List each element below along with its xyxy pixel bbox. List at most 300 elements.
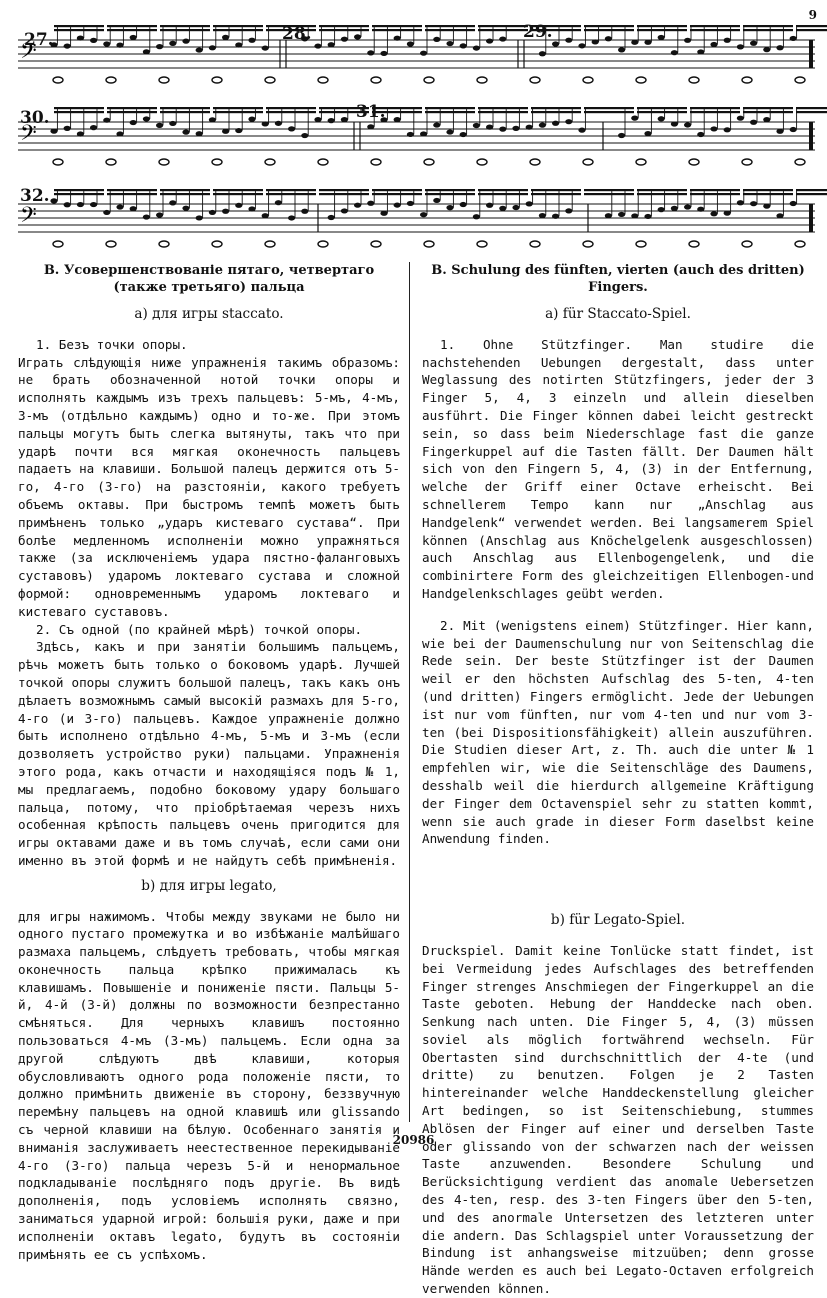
note-head — [499, 36, 506, 41]
whole-note — [53, 159, 63, 165]
whole-note — [477, 159, 487, 165]
beam — [637, 107, 687, 109]
beam — [531, 107, 581, 109]
subheading-staccato: а) для игры staccato. — [134, 306, 284, 322]
note-head — [446, 129, 453, 134]
note-head — [763, 204, 770, 209]
whole-note — [212, 159, 222, 165]
beam — [372, 25, 422, 27]
beam — [637, 111, 687, 113]
note-head — [605, 213, 612, 218]
note-head — [314, 43, 321, 48]
beam — [478, 107, 528, 109]
note-head — [169, 41, 176, 46]
note-head — [512, 205, 519, 210]
whole-note — [583, 241, 593, 247]
note-head — [446, 205, 453, 210]
paragraph: 2. Съ одной (по крайней мѣрѣ) точкой опоры. — [36, 621, 363, 637]
note-head — [116, 131, 123, 136]
music-system-3 — [18, 182, 815, 252]
beam — [107, 189, 157, 191]
beam — [743, 189, 793, 191]
note-head — [354, 34, 361, 39]
paragraph: 1. Безъ точки опоры. — [36, 336, 188, 352]
section-heading: B. Schulung des fünften, vierten (auch des dritten) Fingers. — [431, 263, 805, 295]
note-head — [394, 117, 401, 122]
note-head — [710, 42, 717, 47]
note-head — [565, 38, 572, 43]
note-head — [750, 41, 757, 46]
note-head — [262, 45, 269, 50]
beam — [796, 107, 827, 109]
staff-2 — [18, 100, 815, 170]
beam — [743, 25, 793, 27]
note-head — [222, 35, 229, 40]
note-head — [90, 38, 97, 43]
note-head — [341, 37, 348, 42]
paragraph: 2. Mit (wenigstens einem) Stützfinger. Hier kann, wie bei der Daumenschulung nur von Seitenschlag die Rede sein. Der beste Stützfinger ist der Daumen weil er den höchsten Aufschlag des 5-ten, 4-ten (und dritten) Fingers ermöglicht. Jede der Uebungen ist nur vom fünften, nur vom 4-ten und nur vom 3-ten (bei Dispositionsfähigkeit) allein auszuführen. Die Studien dieser Art, z. Th. auch die unter № 1 empfehlen wir, wie die Seitenschläge des Daumens, desshalb weil die hierdurch allgemeine Kräftigung der Finger dem Octavenspiel sehr zu statten kommt, wenn sie auch grade in dieser Form daselbst keine Anwendung finden. — [422, 617, 814, 847]
beam — [54, 193, 104, 195]
note-head — [684, 38, 691, 43]
note-head — [710, 211, 717, 216]
beam — [54, 25, 104, 27]
note-head — [750, 201, 757, 206]
note-head — [658, 35, 665, 40]
note-head — [235, 42, 242, 47]
beam — [266, 189, 316, 191]
example-number: 28. — [282, 24, 312, 44]
beam — [160, 193, 210, 195]
beam — [266, 107, 316, 109]
whole-note — [159, 241, 169, 247]
note-head — [407, 41, 414, 46]
example-number: 27. — [24, 30, 54, 50]
note-head — [143, 49, 150, 54]
plate-number: 20986 — [392, 1133, 435, 1147]
whole-note — [371, 77, 381, 83]
whole-note — [477, 241, 487, 247]
beam — [796, 25, 827, 27]
whole-note — [106, 77, 116, 83]
whole-note — [583, 159, 593, 165]
note-head — [275, 200, 282, 205]
beam — [478, 189, 528, 191]
beam — [213, 107, 263, 109]
beam — [266, 193, 316, 195]
note-head — [631, 40, 638, 45]
beam — [160, 29, 210, 31]
whole-note — [159, 77, 169, 83]
note-head — [644, 131, 651, 136]
note-head — [460, 132, 467, 137]
beam — [637, 29, 687, 31]
beam — [319, 29, 369, 31]
whole-note — [318, 241, 328, 247]
whole-note — [530, 241, 540, 247]
beam — [319, 25, 369, 27]
beam — [584, 107, 634, 109]
beam — [584, 25, 634, 27]
note-head — [116, 43, 123, 48]
beam — [584, 29, 634, 31]
beam — [54, 107, 104, 109]
note-head — [552, 41, 559, 46]
note-head — [697, 49, 704, 54]
note-head — [473, 45, 480, 50]
note-head — [248, 38, 255, 43]
note-head — [196, 131, 203, 136]
whole-note — [530, 159, 540, 165]
beam — [372, 193, 422, 195]
note-head — [433, 37, 440, 42]
note-head — [262, 213, 269, 218]
beam — [372, 29, 422, 31]
beam — [160, 189, 210, 191]
note-head — [737, 200, 744, 205]
note-head — [552, 121, 559, 126]
section-heading: B. Усовершенствованіе пятаго, четвертаго (также третьяго) пальца — [43, 263, 375, 295]
beam — [54, 29, 104, 31]
note-head — [658, 116, 665, 121]
note-head — [737, 44, 744, 49]
note-head — [182, 130, 189, 135]
beam — [54, 111, 104, 113]
whole-note — [371, 159, 381, 165]
beam — [107, 107, 157, 109]
note-head — [182, 206, 189, 211]
note-head — [750, 120, 757, 125]
note-head — [486, 38, 493, 43]
whole-note — [265, 241, 275, 247]
note-head — [275, 121, 282, 126]
beam — [637, 189, 687, 191]
note-head — [684, 122, 691, 127]
note-head — [776, 129, 783, 134]
music-system-1 — [18, 18, 815, 88]
note-head — [77, 202, 84, 207]
beam — [690, 107, 740, 109]
note-head — [50, 198, 57, 203]
whole-note — [795, 241, 805, 247]
note-head — [460, 43, 467, 48]
beam — [425, 29, 475, 31]
note-head — [631, 213, 638, 218]
note-head — [103, 41, 110, 46]
note-head — [565, 119, 572, 124]
note-head — [380, 211, 387, 216]
note-head — [169, 121, 176, 126]
paragraph: Здѣсь, какъ и при занятіи большимъ пальцемъ, рѣчь можетъ быть только о боковомъ ударѣ. Лучшей точкой опоры служитъ большой палецъ, такъ какъ онъ дѣлаетъ возможнымъ самый высокій размахъ для 5-го, 4-го (и 3-го) пальцевъ. Каждое упражненіе должно быть исполнено отдѣльно 4-мъ, 5-мъ и 3-мъ (если дозволяетъ устройство руки) пальцами. Упражненія этого рода, какъ отчасти и находящіяся подъ № 1, мы предлагаемъ, подобно боковому удару большаго пальца, потому, что пріобрѣтаемая черезъ нихъ особенная крѣпость пальцевъ очень пригодится для игры октавами даже и въ томъ случаѣ, если сами они именно въ этой формѣ и не найдутъ себѣ примѣненія. — [18, 639, 400, 868]
note-head — [446, 41, 453, 46]
note-head — [724, 38, 731, 43]
whole-note — [689, 77, 699, 83]
beam — [425, 25, 475, 27]
note-head — [790, 36, 797, 41]
note-head — [209, 117, 216, 122]
note-head — [539, 123, 546, 128]
note-head — [196, 215, 203, 220]
note-head — [130, 206, 137, 211]
note-head — [367, 201, 374, 206]
whole-note — [371, 241, 381, 247]
note-head — [367, 124, 374, 129]
note-head — [499, 206, 506, 211]
subheading-staccato: a) für Staccato-Spiel. — [545, 306, 691, 322]
beam — [107, 111, 157, 113]
whole-note — [265, 159, 275, 165]
whole-note — [795, 77, 805, 83]
note-head — [328, 215, 335, 220]
beam — [372, 189, 422, 191]
note-head — [420, 212, 427, 217]
whole-note — [318, 77, 328, 83]
note-head — [77, 35, 84, 40]
note-head — [763, 47, 770, 52]
note-head — [605, 36, 612, 41]
whole-note — [583, 77, 593, 83]
note-head — [182, 39, 189, 44]
note-head — [433, 198, 440, 203]
whole-note — [212, 77, 222, 83]
note-head — [169, 200, 176, 205]
note-head — [50, 129, 57, 134]
note-head — [77, 131, 84, 136]
beam — [531, 189, 581, 191]
note-head — [710, 126, 717, 131]
note-head — [763, 117, 770, 122]
whole-note — [159, 159, 169, 165]
note-head — [460, 202, 467, 207]
note-head — [367, 50, 374, 55]
beam — [531, 111, 581, 113]
note-head — [473, 123, 480, 128]
staff-1 — [18, 18, 815, 88]
whole-note — [636, 77, 646, 83]
note-head — [776, 213, 783, 218]
note-head — [618, 47, 625, 52]
note-head — [301, 133, 308, 138]
note-head — [248, 117, 255, 122]
note-head — [301, 209, 308, 214]
beam — [213, 29, 263, 31]
note-head — [328, 42, 335, 47]
note-head — [103, 210, 110, 215]
note-head — [288, 215, 295, 220]
beam — [637, 25, 687, 27]
subheading-legato: b) для игры legato, — [141, 877, 277, 894]
beam — [690, 29, 740, 31]
note-head — [420, 51, 427, 56]
example-number: 29. — [523, 22, 553, 42]
whole-note — [106, 159, 116, 165]
page-number: 9 — [808, 8, 817, 22]
final-bar — [809, 40, 813, 68]
whole-note — [742, 241, 752, 247]
note-head — [697, 207, 704, 212]
note-head — [248, 206, 255, 211]
note-head — [394, 36, 401, 41]
note-head — [737, 116, 744, 121]
beam — [584, 193, 634, 195]
note-head — [578, 128, 585, 133]
note-head — [790, 201, 797, 206]
beam — [160, 107, 210, 109]
beam — [54, 189, 104, 191]
note-head — [288, 126, 295, 131]
note-head — [394, 202, 401, 207]
whole-note — [530, 77, 540, 83]
note-head — [103, 118, 110, 123]
final-bar — [809, 122, 813, 150]
note-head — [341, 117, 348, 122]
note-head — [64, 126, 71, 131]
beam — [319, 193, 369, 195]
note-head — [526, 201, 533, 206]
note-head — [724, 127, 731, 132]
example-number: 30. — [20, 108, 50, 128]
note-head — [420, 131, 427, 136]
paragraph: Druckspiel. Damit keine Tonlücke statt findet, ist bei Vermeidung jedes Aufschlages des betreffenden Finger strenges Anschmiegen der Fingerkuppel an die Taste geboten. Hebung der Handdecke nach oben. Senkung nach unten. Die Finger 5, 4, (3) müssen soviel als möglich fortwährend wechseln. Für Obertasten sind durchschnittlich der 4-te (und dritte) zu benutzen. Folgen je 2 Tasten hintereinander welche Handdeckenstellung gleicher Art bedingen, so ist Seitenschiebung, stummes Ablösen der Finger auf einer und derselben Taste oder glissando von der schwarzen nach der weissen Taste anzuwenden. Besondere Schulung und Berücksichtigung verdient das anomale Uebersetzen des 4-ten, resp. des 3-ten Fingers über den 5-ten, und des anormale Untersetzen des letzteren unter die andern. Das Schlagspiel unter Voraussetzung der Bindung ist anhangsweise mitzuüben; denn grosse Hände werden es auch bei Legato-Octaven erfolgreich verwenden können. — [422, 942, 814, 1297]
music-system-2 — [18, 100, 815, 170]
beam — [478, 25, 528, 27]
beam — [425, 189, 475, 191]
whole-note — [424, 77, 434, 83]
beam — [107, 29, 157, 31]
beam — [425, 107, 475, 109]
beam — [743, 193, 793, 195]
whole-note — [106, 241, 116, 247]
note-head — [130, 35, 137, 40]
beam — [690, 111, 740, 113]
whole-note — [477, 77, 487, 83]
beam — [213, 193, 263, 195]
beam — [107, 193, 157, 195]
note-head — [116, 204, 123, 209]
note-head — [592, 39, 599, 44]
bass-clef-icon: 𝄢 — [20, 121, 37, 151]
note-head — [776, 45, 783, 50]
whole-note — [53, 241, 63, 247]
note-head — [658, 207, 665, 212]
beam — [319, 189, 369, 191]
note-head — [90, 125, 97, 130]
note-head — [539, 213, 546, 218]
whole-note — [742, 77, 752, 83]
note-head — [552, 214, 559, 219]
beam — [637, 193, 687, 195]
note-head — [328, 118, 335, 123]
note-head — [156, 44, 163, 49]
note-head — [64, 202, 71, 207]
whole-note — [742, 159, 752, 165]
beam — [160, 25, 210, 27]
note-head — [314, 117, 321, 122]
note-head — [565, 208, 572, 213]
note-head — [222, 209, 229, 214]
beam — [796, 189, 827, 191]
note-head — [644, 214, 651, 219]
note-head — [512, 126, 519, 131]
whole-note — [424, 159, 434, 165]
beam — [690, 25, 740, 27]
note-head — [486, 125, 493, 130]
beam — [743, 29, 793, 31]
whole-note — [689, 241, 699, 247]
note-head — [407, 132, 414, 137]
beam — [796, 29, 827, 31]
note-head — [156, 123, 163, 128]
note-head — [433, 122, 440, 127]
beam — [107, 25, 157, 27]
note-head — [486, 203, 493, 208]
note-head — [684, 204, 691, 209]
beam — [690, 193, 740, 195]
note-head — [130, 120, 137, 125]
beam — [213, 111, 263, 113]
beam — [743, 107, 793, 109]
example-number: 32. — [20, 186, 50, 206]
whole-note — [212, 241, 222, 247]
note-head — [618, 133, 625, 138]
beam — [425, 193, 475, 195]
note-head — [618, 212, 625, 217]
whole-note — [689, 159, 699, 165]
note-head — [143, 214, 150, 219]
bass-clef-icon: 𝄢 — [20, 203, 37, 233]
note-head — [64, 43, 71, 48]
beam — [743, 111, 793, 113]
whole-note — [795, 159, 805, 165]
paragraph: для игры нажимомъ. Чтобы между звуками не было ни одного пустаго промежутка и во избѣжаніе малѣйшаго размаха пальцемъ, слѣдуетъ требовать, чтобы мягкая оконечность пальца крѣпко прижималась къ клавишамъ. Повышеніе и пониженіе пясти. Пальцы 5-й, 4-й (3-й) должны по возможности безпрестанно смѣняться. Для черныхъ клавишъ постоянно пользоваться 4-мъ (3-мъ) пальцемъ. Если одна за другой слѣдуютъ двѣ клавиши, которыя обусловливаютъ одного рода положеніе пясти, то должно примѣнить движеніе въ сторону, беззвучную перемѣну пальцевъ на одной клавишѣ или glissando съ черной клавиши на бѣлую. Особеннаго занятія и вниманія заслуживаетъ неестественное перекидываніе 4-го (3-го) пальца черезъ 5-й и ненормальное подкладываніе послѣдняго подъ другіе. Въ видѣ дополненія, подъ условіемъ исполнять связно, заниматься ударной игрой: большія руки, даже и при исполненіи октавъ legato, будутъ въ состояніи примѣнять ее съ успѣхомъ. — [18, 908, 400, 1262]
note-head — [526, 125, 533, 130]
whole-note — [53, 77, 63, 83]
note-head — [644, 40, 651, 45]
paragraph: Играть слѣдующія ниже упражненія такимъ образомъ: не брать обозначенной нотой точки опоры и исполнять каждымъ изъ трехъ пальцевъ: 5-мъ, 4-мъ, 3-мъ (отдѣльно каждымъ) одно и то-же. При этомъ пальцы могутъ быть слегка вытянуты, такъ что при ударѣ почти вся мягкая оконечность пальцевъ падаетъ на клавиши. Большой палецъ держится отъ 5-го, 4-го (3-го) на разстояніи, какого требуетъ объемъ октавы. При быстромъ темпѣ можетъ быть примѣненъ только „ударъ кистеваго сустава“. При болѣе медленномъ исполненіи можно упражняться также (за исключеніемъ удара пястно-фаланговыхъ суставовъ) ударомъ локтеваго сустава и сложной формой: одновременнымъ ударомъ локтеваго и кистеваго суставовъ. — [18, 354, 400, 619]
beam — [478, 193, 528, 195]
note-head — [631, 116, 638, 121]
note-head — [156, 212, 163, 217]
whole-note — [318, 159, 328, 165]
note-head — [671, 121, 678, 126]
whole-note — [636, 159, 646, 165]
beam — [796, 111, 827, 113]
note-head — [671, 50, 678, 55]
beam — [531, 193, 581, 195]
subheading-legato: b) für Legato-Spiel. — [550, 912, 686, 929]
russian-text-column — [18, 262, 400, 1263]
note-head — [473, 214, 480, 219]
note-head — [790, 127, 797, 132]
note-head — [578, 43, 585, 48]
note-head — [407, 201, 414, 206]
note-head — [341, 208, 348, 213]
beam — [584, 189, 634, 191]
note-head — [209, 210, 216, 215]
whole-note — [424, 241, 434, 247]
bass-clef-icon: 𝄢 — [20, 39, 37, 69]
note-head — [143, 116, 150, 121]
note-head — [209, 45, 216, 50]
whole-note — [636, 241, 646, 247]
beam — [478, 29, 528, 31]
note-head — [539, 51, 546, 56]
note-head — [724, 211, 731, 216]
staff-3 — [18, 182, 815, 252]
note-head — [354, 203, 361, 208]
beam — [213, 25, 263, 27]
beam — [160, 111, 210, 113]
column-divider — [409, 262, 410, 1122]
